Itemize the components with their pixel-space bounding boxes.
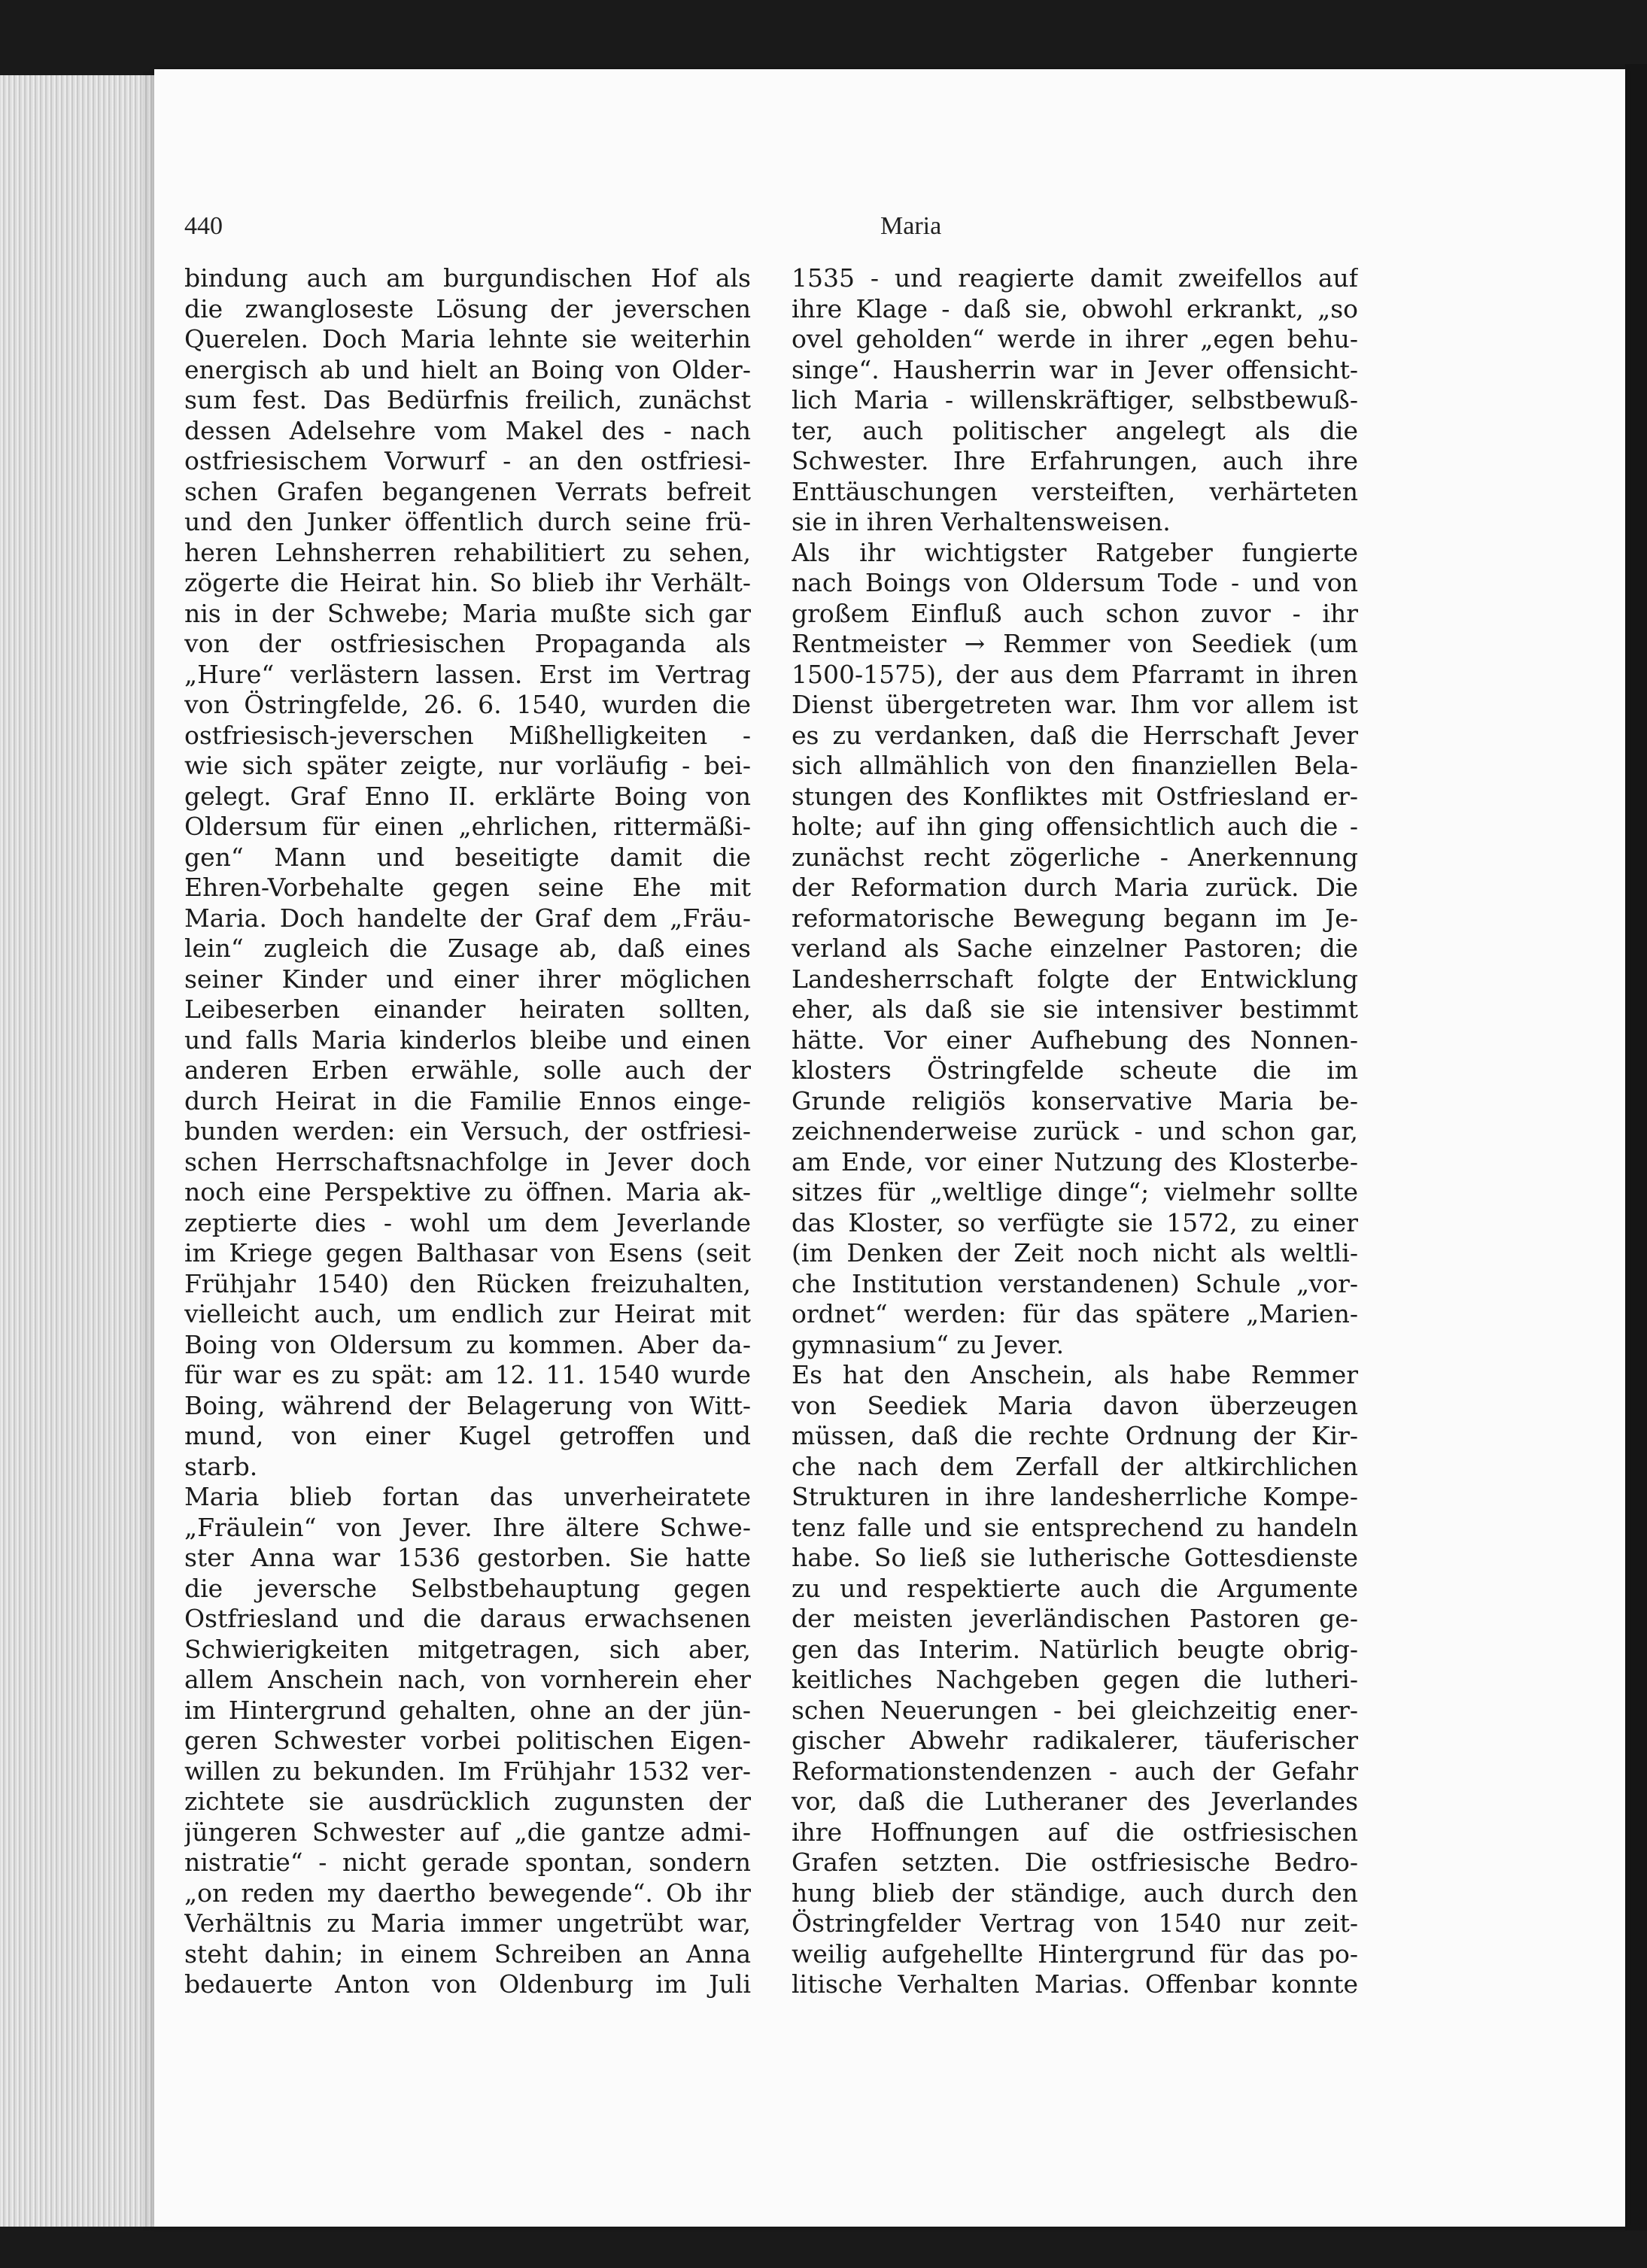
text-line: zunächst recht zögerliche - Anerkennung <box>792 842 1358 872</box>
text-line: nistratie“ - nicht gerade spontan, sondern <box>184 1847 751 1877</box>
page-number: 440 <box>184 212 223 240</box>
text-line: das Kloster, so verfügte sie 1572, zu einer <box>792 1207 1358 1237</box>
text-line: sie in ihren Verhaltensweisen. <box>792 507 1171 536</box>
text-line: che nach dem Zerfall der altkirchlichen <box>792 1451 1358 1481</box>
text-line: schen Neuerungen - bei gleichzeitig ener- <box>792 1695 1358 1725</box>
text-line: Landesherrschaft folgte der Entwicklung <box>792 964 1358 994</box>
text-line: vielleicht auch, um endlich zur Heirat mit <box>184 1299 751 1328</box>
text-line: sitzes für „weltlige dinge“; vielmehr sollte <box>792 1177 1358 1207</box>
text-line: steht dahin; in einem Schreiben an Anna <box>184 1939 751 1969</box>
text-line: nis in der Schwebe; Maria mußte sich gar <box>184 598 751 628</box>
text-line: zichtete sie ausdrücklich zugunsten der <box>184 1787 751 1816</box>
text-line: lein“ zugleich die Zusage ab, daß eines <box>184 934 751 963</box>
text-line: Boing, während der Belagerung von Witt- <box>184 1390 751 1420</box>
text-line: Reformationstendenzen - auch der Gefahr <box>792 1756 1358 1786</box>
text-line: zögerte die Heirat hin. So blieb ihr Verhält- <box>184 568 751 597</box>
text-line: klosters Östringfelde scheute die im <box>792 1055 1358 1085</box>
text-line: schen Herrschaftsnachfolge in Jever doch <box>184 1146 751 1177</box>
text-line: Verhältnis zu Maria immer ungetrübt war, <box>184 1908 751 1938</box>
running-title: Maria <box>880 212 942 240</box>
text-line: che Institution verstandenen) Schule „vor- <box>792 1268 1358 1298</box>
text-line: im Kriege gegen Balthasar von Esens (seit <box>184 1238 751 1268</box>
text-line: reformatorische Bewegung begann im Je- <box>792 903 1358 933</box>
text-line: Leibeserben einander heiraten sollten, <box>184 994 751 1024</box>
text-line: vor, daß die Lutheraner des Jeverlandes <box>792 1787 1358 1816</box>
text-line: gymnasium“ zu Jever. <box>792 1329 1065 1359</box>
text-line: müssen, daß die rechte Ordnung der Kir- <box>792 1421 1358 1450</box>
text-line: tenz falle und sie entsprechend zu handeln <box>792 1512 1358 1542</box>
text-line: schen Grafen begangenen Verrats befreit <box>184 476 751 506</box>
text-line: der meisten jeverländischen Pastoren ge- <box>792 1604 1358 1633</box>
text-line: ostfriesischem Vorwurf - an den ostfriesi- <box>184 446 751 475</box>
text-line: willen zu bekunden. Im Frühjahr 1532 ver- <box>184 1756 751 1786</box>
text-line: am Ende, vor einer Nutzung des Klosterbe- <box>792 1146 1358 1177</box>
text-line: Enttäuschungen versteiften, verhärteten <box>792 476 1358 506</box>
text-line: sum fest. Das Bedürfnis freilich, zunächst <box>184 385 751 414</box>
text-line: Ostfriesland und die daraus erwachsenen <box>184 1604 751 1633</box>
text-line: nach Boings von Oldersum Tode - und von <box>792 568 1358 597</box>
text-line: holte; auf ihn ging offensichtlich auch die - <box>792 812 1358 841</box>
text-line: für war es zu spät: am 12. 11. 1540 wurde <box>184 1360 751 1389</box>
text-line: großem Einfluß auch schon zuvor - ihr <box>792 598 1358 628</box>
text-line: allem Anschein nach, von vornherein eher <box>184 1665 751 1694</box>
scanner-border <box>1625 64 1647 2230</box>
text-line: ovel geholden“ werde in ihrer „egen behu- <box>792 324 1358 354</box>
text-line: eher, als daß sie sie intensiver bestimmt <box>792 994 1358 1024</box>
text-line: Grunde religiös konservative Maria be- <box>792 1085 1358 1116</box>
text-line: Grafen setzten. Die ostfriesische Bedro- <box>792 1847 1358 1877</box>
text-line: Maria. Doch handelte der Graf dem „Fräu- <box>184 903 751 933</box>
text-line: ihre Hoffnungen auf die ostfriesischen <box>792 1817 1358 1847</box>
text-line: gen“ Mann und beseitigte damit die <box>184 842 751 872</box>
text-line: bunden werden: ein Versuch, der ostfriesi- <box>184 1116 751 1146</box>
right-text-column <box>792 263 1358 2000</box>
text-line: „Fräulein“ von Jever. Ihre ältere Schwe- <box>184 1512 751 1542</box>
text-line: 1535 - und reagierte damit zweifellos auf <box>792 263 1358 293</box>
text-line: keitliches Nachgeben gegen die lutheri- <box>792 1665 1358 1694</box>
text-line: „on reden my daertho bewegende“. Ob ihr <box>184 1878 751 1908</box>
text-line: Schwester. Ihre Erfahrungen, auch ihre <box>792 446 1358 475</box>
text-line: Oldersum für einen „ehrlichen, rittermäßi- <box>184 812 751 841</box>
text-line: und falls Maria kinderlos bleibe und einen <box>184 1025 751 1055</box>
text-line: zeichnenderweise zurück - und schon gar, <box>792 1116 1358 1146</box>
text-line: gen das Interim. Natürlich beugte obrig- <box>792 1634 1358 1664</box>
text-line: (im Denken der Zeit noch nicht als weltli- <box>792 1238 1358 1268</box>
text-line: Boing von Oldersum zu kommen. Aber da- <box>184 1329 751 1359</box>
text-line: Als ihr wichtigster Ratgeber fungierte <box>792 537 1358 567</box>
text-line: und den Junker öffentlich durch seine frü- <box>184 507 751 536</box>
text-line: weilig aufgehellte Hintergrund für das po- <box>792 1939 1358 1969</box>
text-line: Es hat den Anschein, als habe Remmer <box>792 1360 1358 1389</box>
text-line: von Östringfelde, 26. 6. 1540, wurden die <box>184 690 751 719</box>
text-line: 1500-1575), der aus dem Pfarramt in ihren <box>792 659 1358 689</box>
text-line: geren Schwester vorbei politischen Eigen- <box>184 1726 751 1755</box>
text-line: stungen des Konfliktes mit Ostfriesland er- <box>792 781 1358 811</box>
text-line: es zu verdanken, daß die Herrschaft Jever <box>792 720 1358 750</box>
text-line: ostfriesisch-jeverschen Mißhelligkeiten - <box>184 720 751 750</box>
text-line: Querelen. Doch Maria lehnte sie weiterhin <box>184 324 751 354</box>
text-line: hung blieb der ständige, auch durch den <box>792 1878 1358 1908</box>
text-line: Rentmeister → Remmer von Seediek (um <box>792 629 1358 658</box>
text-line: singe“. Hausherrin war in Jever offensicht- <box>792 354 1358 384</box>
text-line: der Reformation durch Maria zurück. Die <box>792 873 1358 902</box>
text-line: anderen Erben erwähle, solle auch der <box>184 1055 751 1085</box>
text-line: im Hintergrund gehalten, ohne an der jün- <box>184 1695 751 1725</box>
text-line: energisch ab und hielt an Boing von Older- <box>184 354 751 384</box>
text-line: „Hure“ verlästern lassen. Erst im Vertrag <box>184 659 751 689</box>
text-line: die zwangloseste Lösung der jeverschen <box>184 293 751 323</box>
text-line: zeptierte dies - wohl um dem Jeverlande <box>184 1207 751 1237</box>
book-page-edges <box>0 75 158 2227</box>
text-line: lich Maria - willenskräftiger, selbstbewuß- <box>792 385 1358 414</box>
text-line: ter, auch politischer angelegt als die <box>792 415 1358 445</box>
text-line: Dienst übergetreten war. Ihm vor allem ist <box>792 690 1358 719</box>
text-line: gelegt. Graf Enno II. erklärte Boing von <box>184 781 751 811</box>
left-text-column <box>184 263 751 2000</box>
text-line: ordnet“ werden: für das spätere „Marien- <box>792 1299 1358 1328</box>
text-line: Maria blieb fortan das unverheiratete <box>184 1482 751 1511</box>
text-line: Östringfelder Vertrag von 1540 nur zeit- <box>792 1908 1358 1938</box>
text-line: ihre Klage - daß sie, obwohl erkrankt, „so <box>792 293 1358 323</box>
text-line: habe. So ließ sie lutherische Gottesdienste <box>792 1543 1358 1572</box>
text-line: sich allmählich von den finanziellen Bela- <box>792 751 1358 780</box>
text-line: bindung auch am burgundischen Hof als <box>184 263 751 293</box>
text-line: hätte. Vor einer Aufhebung des Nonnen- <box>792 1025 1358 1055</box>
text-line: durch Heirat in die Familie Ennos einge- <box>184 1085 751 1116</box>
text-line: mund, von einer Kugel getroffen und <box>184 1421 751 1450</box>
text-line: ster Anna war 1536 gestorben. Sie hatte <box>184 1543 751 1572</box>
text-line: gischer Abwehr radikalerer, täuferischer <box>792 1726 1358 1755</box>
text-line: starb. <box>184 1451 258 1481</box>
text-line: zu und respektierte auch die Argumente <box>792 1573 1358 1603</box>
text-line: seiner Kinder und einer ihrer möglichen <box>184 964 751 994</box>
text-line: noch eine Perspektive zu öffnen. Maria ak- <box>184 1177 751 1207</box>
page-header <box>0 212 1647 242</box>
text-line: Ehren-Vorbehalte gegen seine Ehe mit <box>184 873 751 902</box>
text-line: Frühjahr 1540) den Rücken freizuhalten, <box>184 1268 751 1298</box>
text-line: heren Lehnsherren rehabilitiert zu sehen, <box>184 537 751 567</box>
text-line: Schwierigkeiten mitgetragen, sich aber, <box>184 1634 751 1664</box>
text-line: von Seediek Maria davon überzeugen <box>792 1390 1358 1420</box>
text-line: wie sich später zeigte, nur vorläufig - bei- <box>184 751 751 780</box>
text-line: Strukturen in ihre landesherrliche Kompe- <box>792 1482 1358 1511</box>
text-line: die jeversche Selbstbehauptung gegen <box>184 1573 751 1603</box>
text-line: litische Verhalten Marias. Offenbar konnte <box>792 1969 1358 1999</box>
text-line: verland als Sache einzelner Pastoren; die <box>792 934 1358 963</box>
text-line: bedauerte Anton von Oldenburg im Juli <box>184 1969 751 1999</box>
text-line: dessen Adelsehre vom Makel des - nach <box>184 415 751 445</box>
text-line: von der ostfriesischen Propaganda als <box>184 629 751 658</box>
text-line: jüngeren Schwester auf „die gantze admi- <box>184 1817 751 1847</box>
